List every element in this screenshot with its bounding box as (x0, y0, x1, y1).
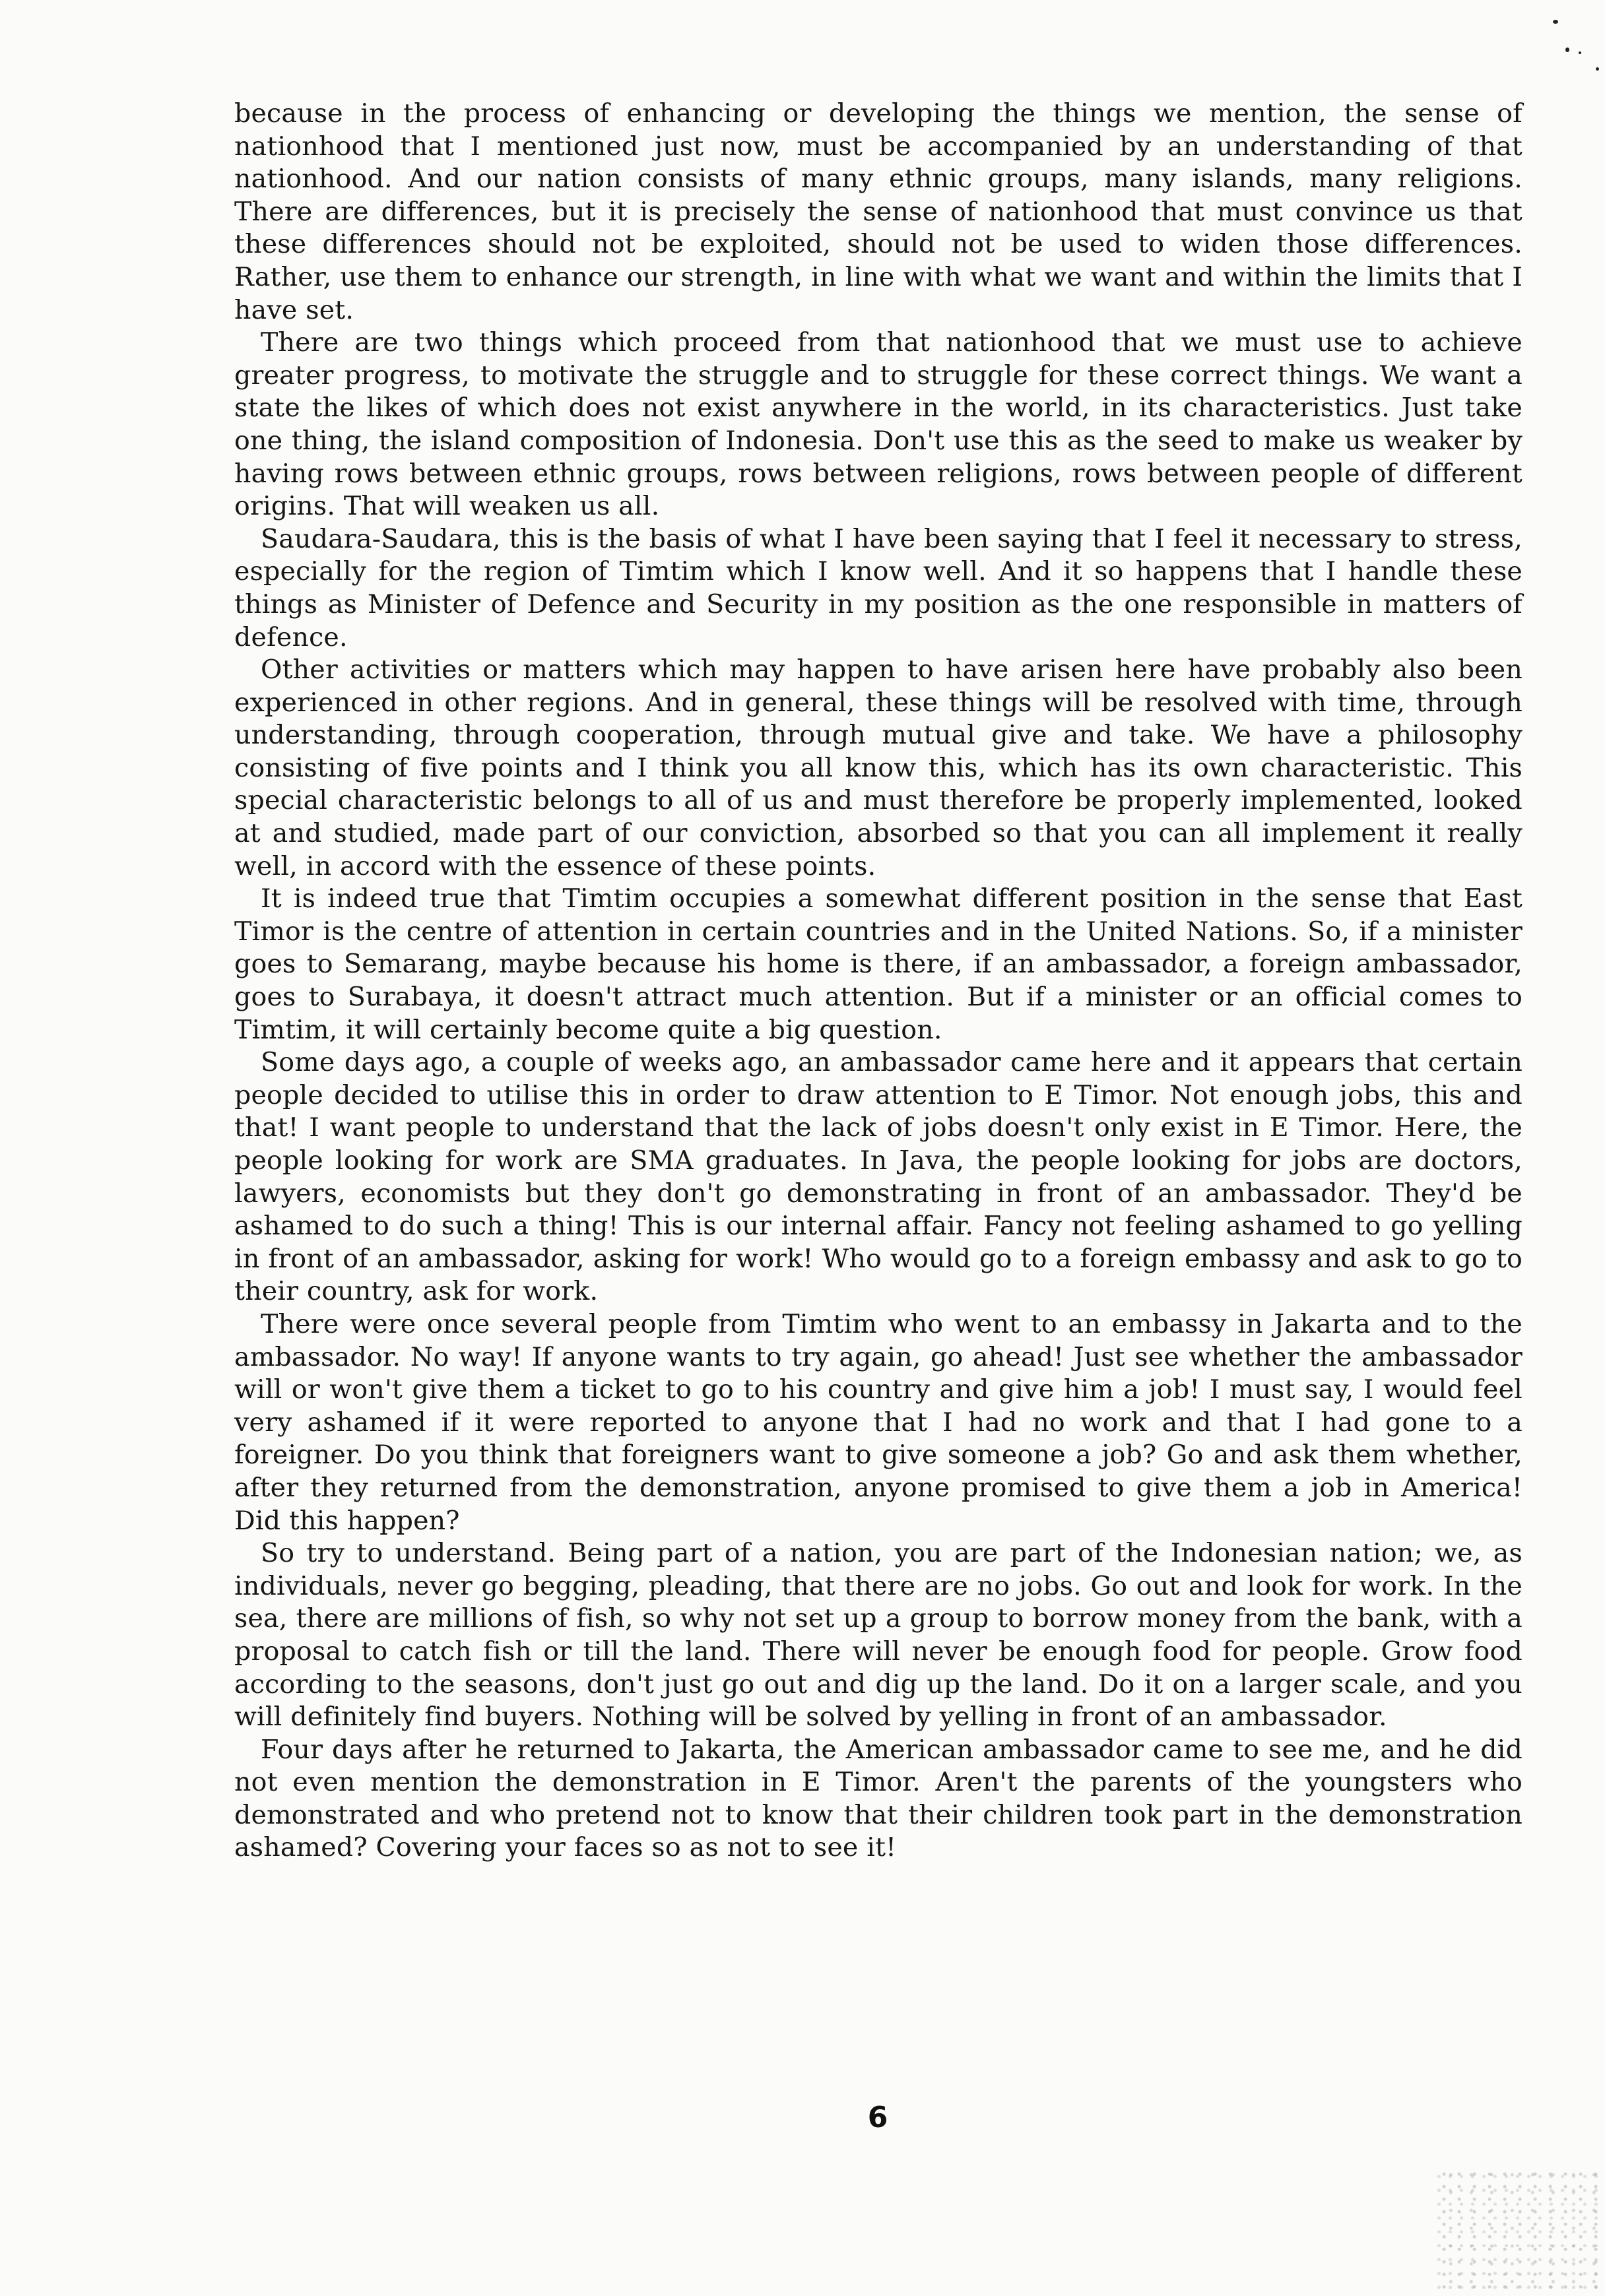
paragraph-1: because in the process of enhancing or developing the things we mention, the sense of nationhood that I mentioned just now, must be accompanied by an understanding of that nationhood. And our nation consists of many ethnic groups, many islands, many religions. There are differences, but it is precisely the sense of nationhood that must convince us that these differences should not be exploited, should not be used to widen those differences. Rather, use them to enhance our strength, in line with what we want and within the limits that I have set. (234, 98, 1523, 325)
scan-speck (1579, 51, 1581, 54)
paragraph-7: There were once several people from Timtim who went to an embassy in Jakarta and to the ambassador. No way! If anyone wants to try again, go ahead! Just see whether the ambassador will or won't give them a ticket to go to his country and give him a job! I must say, I would feel very ashamed if it were reported to anyone that I had no work and that I had gone to a foreigner. Do you think that foreigners want to give someone a job? Go and ask them whether, after they returned from the demonstration, anyone promised to give them a job in America! Did this happen? (234, 1308, 1523, 1536)
paragraph-2: There are two things which proceed from that nationhood that we must use to achieve greater progress, to motivate the struggle and to struggle for these correct things. We want a state the likes of which does not exist anywhere in the world, in its characteristics. Just take one thing, the island composition of Indonesia. Don't use this as the seed to make us weaker by having rows between ethnic groups, rows between religions, rows between people of different origins. That will weaken us all. (234, 327, 1523, 522)
body-text (234, 98, 1523, 1865)
paragraph-9: Four days after he returned to Jakarta, the American ambassador came to see me, and he did not even mention the demonstration in E Timor. Aren't the parents of the youngsters who demonstrated and who pretend not to know that their children took part in the demonstration ashamed? Covering your faces so as not to see it! (234, 1734, 1523, 1863)
scan-speck (1553, 20, 1558, 24)
scan-speck (1565, 48, 1569, 52)
page-number: 6 (867, 2101, 888, 2134)
paragraph-6: Some days ago, a couple of weeks ago, an ambassador came here and it appears that certain people decided to utilise this in order to draw attention to E Timor. Not enough jobs, this and that! I want people to understand that the lack of jobs doesn't only exist in E Timor. Here, the people looking for work are SMA graduates. In Java, the people looking for jobs are doctors, lawyers, economists but they don't go demonstrating in front of an ambassador. They'd be ashamed to do such a thing! This is our internal affair. Fancy not feeling ashamed to go yelling in front of an ambassador, asking for work! Who would go to a foreign embassy and ask to go to their country, ask for work. (234, 1047, 1523, 1307)
paragraph-5: It is indeed true that Timtim occupies a somewhat different position in the sense that East Timor is the centre of attention in certain countries and in the United Nations. So, if a minister goes to Semarang, maybe because his home is there, if an ambassador, a foreign ambassador, goes to Surabaya, it doesn't attract much attention. But if a minister or an official comes to Timtim, it will certainly become quite a big question. (234, 883, 1523, 1045)
paragraph-4: Other activities or matters which may happen to have arisen here have probably also been experienced in other regions. And in general, these things will be resolved with time, through understanding, through cooperation, through mutual give and take. We have a philosophy consisting of five points and I think you all know this, which has its own characteristic. This special characteristic belongs to all of us and must therefore be properly implemented, looked at and studied, made part of our conviction, absorbed so that you can all implement it really well, in accord with the essence of these points. (234, 654, 1523, 881)
paragraph-8: So try to understand. Being part of a nation, you are part of the Indonesian nation; we, as individuals, never go begging, pleading, that there are no jobs. Go out and look for work. In the sea, there are millions of fish, so why not set up a group to borrow money from the bank, with a proposal to catch fish or till the land. There will never be enough food for people. Grow food according to the seasons, don't just go out and dig up the land. Do it on a larger scale, and you will definitely find buyers. Nothing will be solved by yelling in front of an ambassador. (234, 1538, 1523, 1733)
scan-speck (1596, 67, 1599, 71)
paragraph-3: Saudara-Saudara, this is the basis of what I have been saying that I feel it necessary to stress, especially for the region of Timtim which I know well. And it so happens that I handle these things as Minister of Defence and Security in my position as the one responsible in matters of defence. (234, 523, 1523, 653)
scan-noise (1433, 2164, 1605, 2296)
